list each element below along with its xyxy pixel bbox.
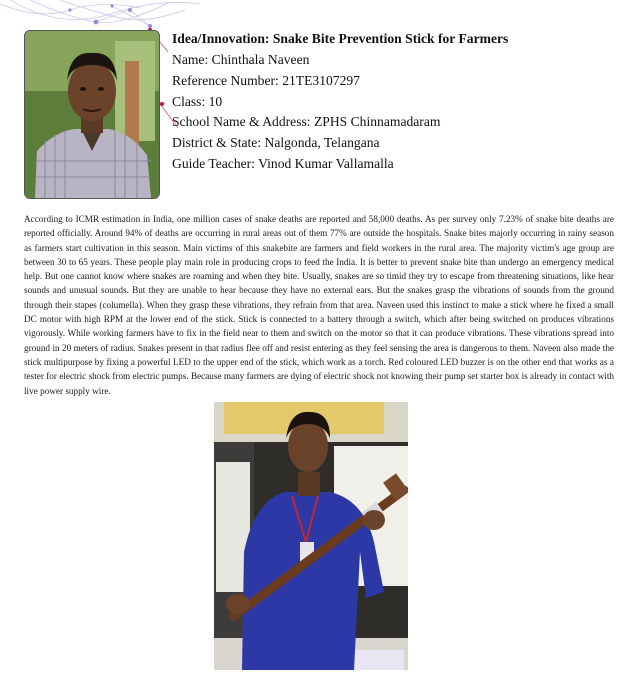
district-state-field: District & State: Nalgonda, Telangana	[172, 135, 380, 151]
student-portrait-photo	[24, 30, 160, 199]
class-field: Class: 10	[172, 93, 223, 109]
student-info-block	[172, 30, 508, 175]
guide-teacher-field: Guide Teacher: Vinod Kumar Vallamalla	[172, 155, 394, 171]
innovation-title: Idea/Innovation: Snake Bite Prevention Stick for Farmers	[172, 31, 509, 46]
description-paragraph: According to ICMR estimation in India, one million cases of snake deaths are reported and 58,000 deaths. As per survey only 7.23% of snake bite deaths are reported officially. Around 94% of deaths are occurring in rural areas out of them 77% are outside the hospitals. Snake bites majorly occurring in rainy season as farmers start cultivation in this season. Main victims of this snakebite are farmers and field workers in the rural area. The majority victim's age group are between 30 to 65 years. These people play main role in producing crops to feed the India. It is better to prevent snake bite than undergo an emergency medical help. But one cannot know where snakes are roaming and when they bite. Usually, snakes are so timid they try to escape from threatening situations, like hear sounds and unusual sounds. But they are unable to hear because they have no external ears. But the snakes grasp the vibrations of sounds from the ground through their stapes (columella). When they grasp these vibrations, they refrain from that area. Naveen used this instinct to make a stick where he fixed a small DC motor with high RPM at the lower end of the stick. Stick is connected to a battery through a switch, which after being switched on produces vibrations vigorously. While working farmers have to fix in the field near to them and switch on the motor so that it can produce vibrations. These vibrations spread into ground in 20 meters of radius. Snakes present in that radius flee off and resist entering as they feel sensing the area is dangerous to them. Naveen also made the stick multipurpose by fixing a powerful LED to the upper end of the stick, which work as a torch. Red coloured LED buzzer is on the other end that works as a tester for electric shock from electric pumps. Because many farmers are dying of electric shock not knowing their pump set starter box is already in contact with live power supply wire.	[24, 214, 614, 396]
reference-number-field: Reference Number: 21TE3107297	[172, 72, 360, 88]
school-field: School Name & Address: ZPHS Chinnamadaram	[172, 114, 441, 130]
student-name-field: Name: Chinthala Naveen	[172, 52, 310, 67]
student-with-stick-photo	[214, 402, 408, 670]
